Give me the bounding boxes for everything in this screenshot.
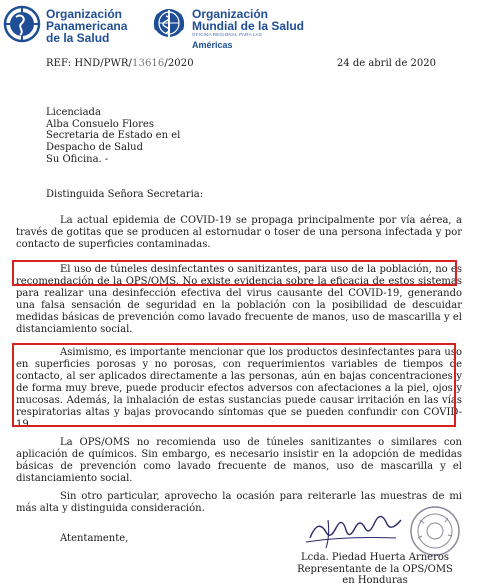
paragraph-1 — [16, 215, 462, 251]
ops-globe-icon — [2, 4, 44, 44]
addressee-line: Despacho de Salud — [46, 142, 144, 154]
addressee-block — [46, 107, 180, 166]
signer-name: Lcda. Piedad Huerta Arneros — [300, 552, 450, 563]
handwritten-signature — [300, 512, 420, 550]
ops-logo-line3: de la Salud — [46, 31, 110, 45]
addressee-line: Alba Consuelo Flores — [46, 118, 154, 130]
oms-logo — [148, 4, 304, 50]
ops-logo — [2, 4, 127, 44]
reference-suffix: /2020 — [164, 58, 194, 69]
ops-logo-line2: Panamericana — [46, 19, 128, 33]
who-emblem-icon — [148, 4, 190, 44]
highlight-box-tunnels — [12, 260, 457, 286]
signer-country: en Honduras — [342, 575, 408, 586]
oms-logo-line2: Mundial de la Salud — [192, 19, 305, 33]
paragraph-1-text: La actual epidemia de COVID-19 se propaga principalmente por vía aérea, a través de gotitas que se producen al estornudar o toser de una persona infectada y por contacto de superficies contaminadas. — [16, 215, 462, 250]
signer-title: Representante de la OPS/OMS — [297, 563, 453, 575]
paragraph-4 — [16, 437, 462, 485]
paragraph-2-text: No existe evidencia sobre la eficacia de estos sistemas para realizar una desinfección efectiva del virus causante del COVID-19, generando una falsa sensación de seguridad en la población con la posibilidad de descuidar medidas básicas de prevención como lavado frecuente de manos, uso de mascarilla y el distanciamiento social. — [16, 276, 463, 335]
signer-block — [280, 552, 470, 587]
greeting: Distinguida Señora Secretaria: — [46, 189, 204, 200]
official-stamp — [408, 504, 462, 558]
reference-number — [46, 58, 194, 69]
ops-logo-line1: Organización — [46, 7, 123, 21]
paragraph-5-text: Sin otro particular, aprovecho la ocasión para reiterarle las muestras de mi más alta y distinguida consideración. — [16, 491, 462, 514]
addressee-line: Licenciada — [46, 107, 101, 118]
paragraph-2-highlight: El uso de túneles desinfectantes o sanitizantes, para uso de la población, no es recomendación de la OPS/OMS. — [16, 264, 462, 287]
addressee-line: Secretaria de Estado en el — [46, 130, 181, 142]
oms-logo-region: Américas — [192, 40, 233, 50]
closing: Atentamente, — [60, 533, 129, 544]
paragraph-4-text: La OPS/OMS no recomienda uso de túneles sanitizantes o similares con aplicación de químicos. Sin embargo, es necesario insistir en la adopción de medidas básicas de prevención como lavado frecuente de manos, uso de mascarilla y el distanciamiento social. — [16, 437, 462, 484]
oms-logo-sub: OFICINA REGIONAL PARA LAS — [192, 32, 263, 37]
letter-date: 24 de abril de 2020 — [336, 58, 436, 69]
oms-logo-line1: Organización — [192, 7, 269, 21]
reference-seq: 13616 — [132, 58, 165, 69]
highlight-box-adverse-effects — [12, 343, 456, 427]
reference-prefix: REF: HND/PWR/ — [46, 58, 133, 69]
addressee-line: Su Oficina. - — [46, 153, 109, 165]
paragraph-3-text: Asimismo, es importante mencionar que los productos desinfectantes para uso en superficies porosas y no porosas, con requerimientos variables de tiempos de contacto, al ser aplicados directamente a las personas, aún en bajas concentraciones y de forma muy breve, puede producir efectos adversos con afectaciones a la piel, ojos y mucosas. Además, la inhalación de estas sustancias puede causar irritación en las vías respiratorias altas y bajas provocando síntomas que se pueden confundir con COVID-19. — [16, 347, 462, 430]
